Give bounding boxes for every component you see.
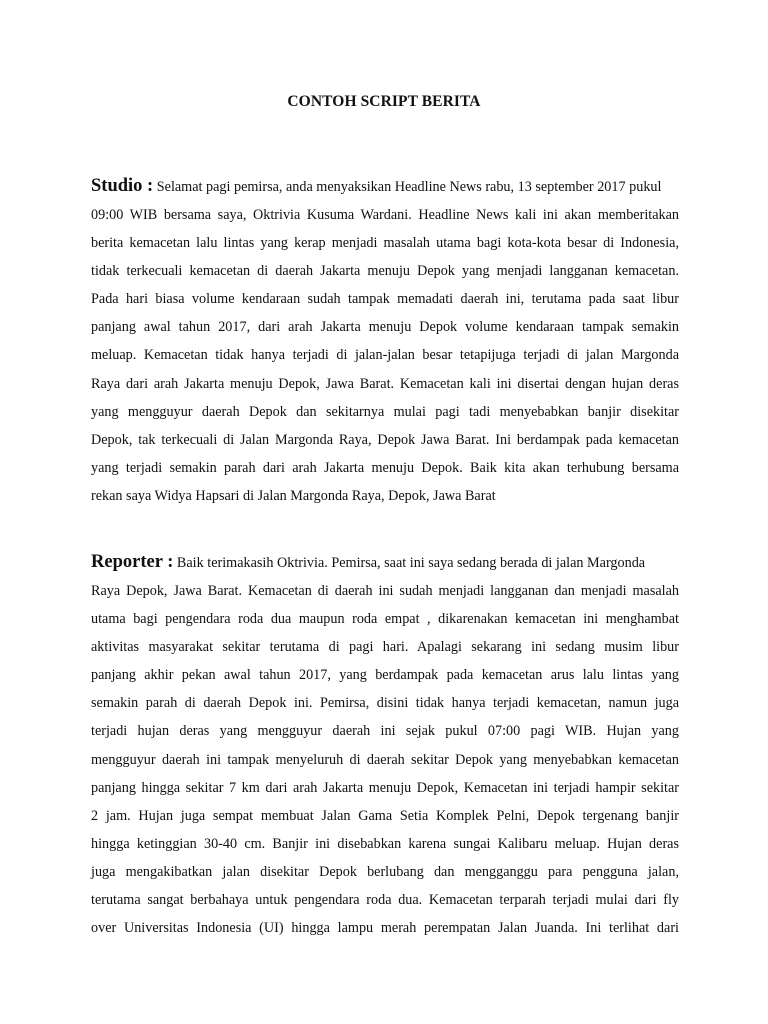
paragraph-line: 2 jam. Hujan juga sempat membuat Jalan Gama Setia Komplek Pelni, Depok tergenang banjir — [91, 807, 679, 824]
paragraph-line: terjadi hujan deras yang mengguyur daerah ini sejak pukul 07:00 pagi WIB. Hujan yang — [91, 723, 679, 740]
paragraph-line: Pada hari biasa volume kendaraan sudah tampak memadati daerah ini, terutama pada saat libur — [91, 291, 679, 308]
paragraph-line: panjang akhir pekan awal tahun 2017, yang berdampak pada kemacetan arus lalu lintas yang — [91, 667, 679, 684]
paragraph-line: mengguyur daerah ini tampak menyeluruh di daerah sekitar Depok yang menyebabkan kemacetan — [91, 751, 679, 768]
paragraph-line — [91, 171, 679, 201]
paragraph-line: tidak terkecuali kemacetan di daerah Jakarta menuju Depok yang menjadi langganan kemacetan. — [91, 263, 679, 280]
paragraph-line: yang mengguyur daerah Depok dan sekitarnya mulai pagi tadi menyebabkan banjir disekitar — [91, 403, 679, 420]
paragraph-line: 09:00 WIB bersama saya, Oktrivia Kusuma Wardani. Headline News kali ini akan memberitakan — [91, 207, 679, 223]
paragraph-line: meluap. Kemacetan tidak hanya terjadi di jalan-jalan besar tetapijuga terjadi di jalan Margonda — [91, 347, 679, 364]
paragraph-line: Depok, tak terkecuali di Jalan Margonda Raya, Depok Jawa Barat. Ini berdampak pada kemacetan — [91, 431, 679, 448]
paragraph-line: rekan saya Widya Hapsari di Jalan Margonda Raya, Depok, Jawa Barat — [91, 487, 496, 504]
speaker-label-studio: Studio : — [91, 176, 154, 196]
document-title: CONTOH SCRIPT BERITA — [287, 93, 481, 110]
line-text: Selamat pagi pemirsa, anda menyaksikan Headline News rabu, 13 september 2017 pukul — [153, 179, 662, 195]
paragraph-line — [91, 547, 679, 577]
paragraph-line: utama bagi pengendara roda dua maupun roda empat , dikarenakan kemacetan ini menghambat — [91, 611, 679, 628]
paragraph-line: aktivitas masyarakat sekitar terutama di pagi hari. Apalagi sekarang ini sedang musim libur — [91, 639, 679, 656]
paragraph-line: over Universitas Indonesia (UI) hingga lampu merah perempatan Jalan Juanda. Ini terlihat dari — [91, 920, 679, 937]
paragraph-line: Raya dari arah Jakarta menuju Depok, Jawa Barat. Kemacetan kali ini disertai dengan hujan deras — [91, 375, 679, 392]
paragraph-line: terutama sangat berbahaya untuk pengendara roda dua. Kemacetan terparah terjadi mulai dari fly — [91, 892, 679, 909]
line-text: Baik terimakasih Oktrivia. Pemirsa, saat ini saya sedang berada di jalan Margonda — [173, 555, 646, 571]
speaker-label-reporter: Reporter : — [91, 552, 174, 572]
studio-paragraph — [91, 171, 679, 510]
paragraph-line: yang terjadi semakin parah dari arah Jakarta menuju Depok. Baik kita akan terhubung bersama — [91, 459, 679, 476]
paragraph-line: berita kemacetan lalu lintas yang kerap menjadi masalah utama bagi kota-kota besar di Indonesia, — [91, 235, 679, 252]
paragraph-line: panjang awal tahun 2017, dari arah Jakarta menuju Depok volume kendaraan tampak semakin — [91, 319, 679, 336]
paragraph-line: Raya Depok, Jawa Barat. Kemacetan di daerah ini sudah menjadi langganan dan menjadi masalah — [91, 583, 679, 599]
paragraph-line: semakin parah di daerah Depok ini. Pemirsa, disini tidak hanya terjadi kemacetan, namun juga — [91, 695, 679, 712]
paragraph-line: juga mengakibatkan jalan disekitar Depok berlubang dan mengganggu para pengguna jalan, — [91, 863, 679, 880]
paragraph-line: panjang hingga sekitar 7 km dari arah Jakarta menuju Depok, Kemacetan ini terjadi hampir sekitar — [91, 779, 679, 796]
reporter-paragraph — [91, 547, 679, 942]
paragraph-line: hingga ketinggian 30-40 cm. Banjir ini disebabkan karena sungai Kalibaru meluap. Hujan deras — [91, 835, 679, 852]
